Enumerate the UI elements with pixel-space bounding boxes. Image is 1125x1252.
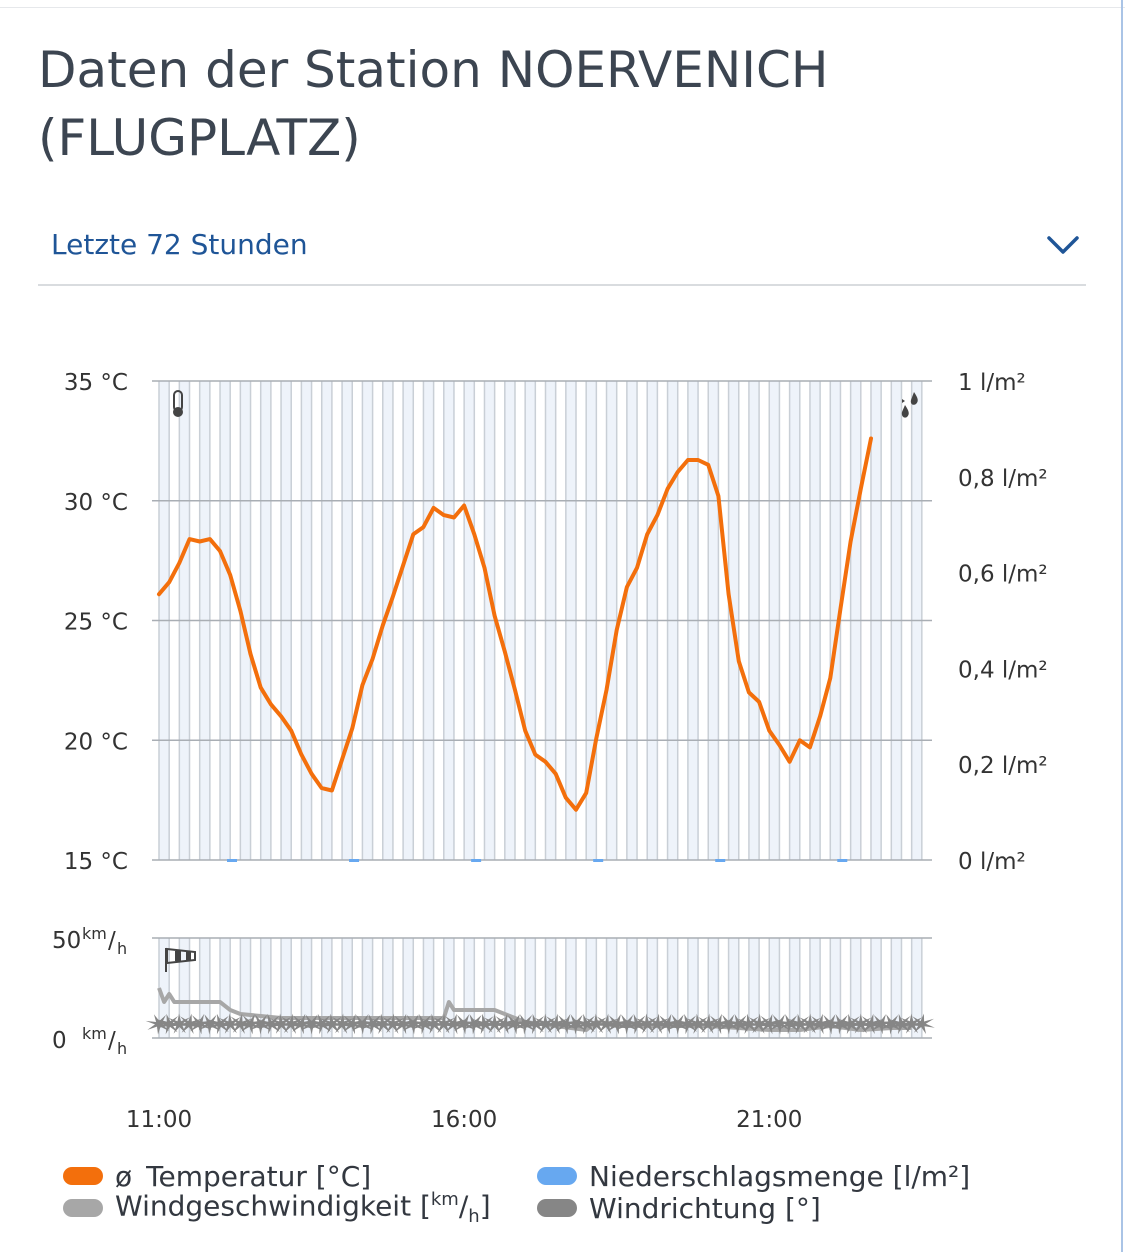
wind-y-tick: 0 (52, 1028, 67, 1054)
legend-label-precipitation: Niederschlagsmenge [l/m²] (589, 1159, 971, 1193)
y-tick-right: 1 l/m² (958, 370, 1026, 396)
weather-chart (0, 290, 1125, 1150)
page-title: Daten der Station NOERVENICH (FLUGPLATZ) (38, 41, 829, 167)
wind-y-unit: km (82, 924, 107, 943)
legend-item-wind-direction[interactable] (537, 1192, 821, 1224)
wind-y-tick: 50 (52, 928, 82, 954)
legend-label-wind-speed: Windgeschwindigkeit $[^{km}/_h]$ (115, 1189, 491, 1227)
wind-y-unit: / (108, 1028, 116, 1054)
x-tick: 11:00 (125, 1107, 193, 1133)
legend-avg-symbol: ø (115, 1159, 133, 1193)
y-tick-left: 20 °C (63, 729, 128, 756)
legend-swatch-temperature (63, 1167, 103, 1185)
y-tick-right: 0,2 l/m² (958, 753, 1048, 780)
y-tick-right: 0 l/m² (958, 849, 1026, 875)
x-tick: 16:00 (430, 1107, 498, 1133)
precip-mark (227, 859, 237, 862)
y-tick-right: 0,6 l/m² (958, 561, 1048, 588)
top-divider (0, 7, 1125, 8)
thermometer-icon (173, 391, 183, 417)
y-tick-left: 25 °C (63, 609, 128, 636)
precip-mark (471, 859, 481, 862)
chart-grid (152, 381, 932, 1038)
precip-mark (715, 859, 725, 862)
y-tick-right: 0,8 l/m² (958, 465, 1048, 492)
chart-legend (0, 1156, 1125, 1226)
wind-y-unit: h (117, 1039, 128, 1058)
legend-label-wind-direction: Windrichtung [°] (589, 1191, 821, 1225)
legend-swatch-wind-direction (537, 1199, 577, 1217)
y-tick-left: 35 °C (63, 370, 128, 396)
legend-label-temperature: Temperatur [°C] (146, 1159, 372, 1193)
wind-y-unit: / (108, 928, 116, 954)
precip-mark (349, 859, 359, 862)
period-dropdown[interactable] (38, 226, 1086, 286)
wind-y-unit: km (82, 1024, 107, 1043)
legend-item-temperature[interactable] (63, 1160, 371, 1192)
period-dropdown-value: Letzte 72 Stunden (51, 228, 308, 261)
y-tick-right: 0,4 l/m² (958, 657, 1048, 684)
legend-item-precipitation[interactable] (537, 1160, 970, 1192)
y-tick-left: 15 °C (63, 849, 128, 875)
legend-item-wind-speed[interactable] (63, 1189, 491, 1227)
precip-mark (837, 859, 847, 862)
legend-swatch-wind-speed (63, 1199, 103, 1217)
precip-mark (593, 859, 603, 862)
y-tick-left: 30 °C (63, 489, 128, 516)
chevron-down-icon (1046, 234, 1080, 256)
wind-y-unit: h (117, 939, 128, 958)
legend-swatch-precipitation (537, 1167, 577, 1185)
x-tick: 21:00 (736, 1107, 803, 1133)
